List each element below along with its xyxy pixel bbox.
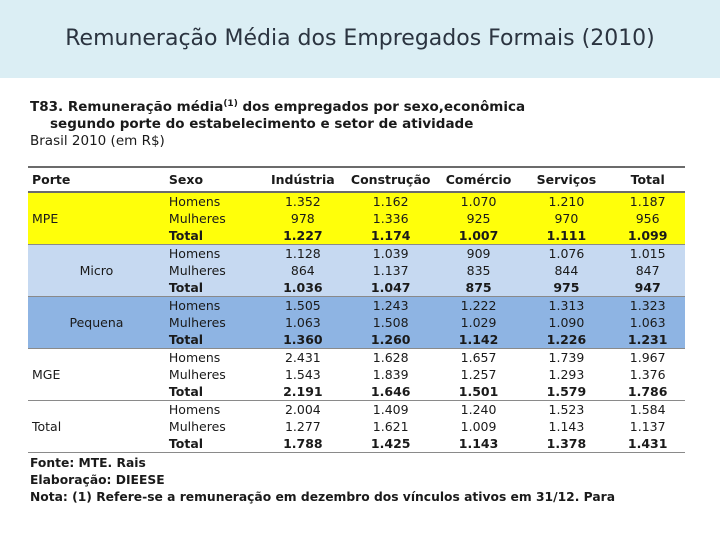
caption-line-1 [30, 96, 690, 116]
value-cell-construcao: 1.425 [347, 435, 435, 452]
value-cell-industria: 978 [259, 209, 347, 226]
sexo-cell: Mulheres [165, 366, 259, 383]
table-row [28, 244, 685, 261]
value-cell-construcao: 1.137 [347, 262, 435, 279]
table-row [28, 401, 685, 418]
value-cell-comercio: 1.657 [435, 349, 523, 366]
porte-cell: Micro [28, 244, 165, 296]
table-body [28, 192, 685, 453]
value-cell-total: 1.231 [610, 331, 685, 348]
porte-cell: MPE [28, 192, 165, 244]
value-cell-industria: 2.004 [259, 401, 347, 418]
value-cell-industria: 1.128 [259, 244, 347, 261]
table-row [28, 296, 685, 313]
value-cell-industria: 2.431 [259, 349, 347, 366]
value-cell-comercio: 925 [435, 209, 523, 226]
value-cell-construcao: 1.628 [347, 349, 435, 366]
value-cell-comercio: 835 [435, 262, 523, 279]
table-row [28, 192, 685, 209]
value-cell-industria: 1.543 [259, 366, 347, 383]
value-cell-comercio: 1.142 [435, 331, 523, 348]
value-cell-servicos: 1.143 [522, 418, 610, 435]
value-cell-servicos: 970 [522, 209, 610, 226]
col-header-total: Total [610, 167, 685, 192]
value-cell-comercio: 1.143 [435, 435, 523, 452]
col-header-sexo: Sexo [165, 167, 259, 192]
sexo-cell: Homens [165, 244, 259, 261]
caption-line-1-prefix: T83. Remuneração média [30, 99, 224, 115]
value-cell-total: 847 [610, 262, 685, 279]
value-cell-servicos: 1.226 [522, 331, 610, 348]
value-cell-comercio: 1.009 [435, 418, 523, 435]
value-cell-total: 1.431 [610, 435, 685, 452]
value-cell-comercio: 875 [435, 279, 523, 296]
caption-footnote-mark: (1) [223, 99, 238, 109]
value-cell-total: 1.099 [610, 227, 685, 244]
footer-nota: Nota: (1) Refere-se a remuneração em dezembro dos vínculos ativos em 31/12. Para [30, 490, 615, 504]
value-cell-servicos: 1.739 [522, 349, 610, 366]
value-cell-total: 1.187 [610, 192, 685, 209]
caption-line-2: segundo porte do estabelecimento e setor de atividade [50, 116, 474, 132]
value-cell-total: 1.015 [610, 244, 685, 261]
value-cell-comercio: 1.007 [435, 227, 523, 244]
value-cell-construcao: 1.621 [347, 418, 435, 435]
sexo-cell: Total [165, 279, 259, 296]
value-cell-servicos: 1.076 [522, 244, 610, 261]
value-cell-servicos: 1.523 [522, 401, 610, 418]
footer-fonte: Fonte: MTE. Rais [30, 456, 146, 470]
sexo-cell: Homens [165, 296, 259, 313]
value-cell-servicos: 1.579 [522, 383, 610, 400]
sexo-cell: Mulheres [165, 314, 259, 331]
value-cell-total: 1.376 [610, 366, 685, 383]
sexo-cell: Mulheres [165, 418, 259, 435]
value-cell-comercio: 909 [435, 244, 523, 261]
col-header-comercio: Comércio [435, 167, 523, 192]
value-cell-comercio: 1.501 [435, 383, 523, 400]
col-header-servicos: Serviços [522, 167, 610, 192]
table-row [28, 349, 685, 366]
value-cell-industria: 2.191 [259, 383, 347, 400]
value-cell-servicos: 844 [522, 262, 610, 279]
value-cell-construcao: 1.174 [347, 227, 435, 244]
sexo-cell: Mulheres [165, 209, 259, 226]
value-cell-construcao: 1.839 [347, 366, 435, 383]
value-cell-total: 1.137 [610, 418, 685, 435]
porte-cell: Pequena [28, 296, 165, 348]
value-cell-servicos: 975 [522, 279, 610, 296]
sexo-cell: Mulheres [165, 262, 259, 279]
value-cell-total: 1.786 [610, 383, 685, 400]
value-cell-construcao: 1.646 [347, 383, 435, 400]
sexo-cell: Total [165, 227, 259, 244]
table-header-row [28, 167, 685, 192]
porte-cell: Total [28, 401, 165, 453]
value-cell-comercio: 1.070 [435, 192, 523, 209]
footer-elaboracao: Elaboração: DIEESE [30, 473, 165, 487]
value-cell-comercio: 1.240 [435, 401, 523, 418]
value-cell-construcao: 1.243 [347, 296, 435, 313]
sexo-cell: Total [165, 331, 259, 348]
value-cell-servicos: 1.210 [522, 192, 610, 209]
value-cell-total: 1.967 [610, 349, 685, 366]
value-cell-servicos: 1.378 [522, 435, 610, 452]
value-cell-construcao: 1.162 [347, 192, 435, 209]
slide-title: Remuneração Média dos Empregados Formais (2010) [65, 26, 655, 51]
value-cell-total: 956 [610, 209, 685, 226]
value-cell-comercio: 1.222 [435, 296, 523, 313]
value-cell-industria: 1.036 [259, 279, 347, 296]
caption-line-3: Brasil 2010 (em R$) [30, 133, 165, 149]
value-cell-construcao: 1.336 [347, 209, 435, 226]
sexo-cell: Homens [165, 192, 259, 209]
value-cell-servicos: 1.313 [522, 296, 610, 313]
sexo-cell: Homens [165, 401, 259, 418]
value-cell-construcao: 1.260 [347, 331, 435, 348]
data-table-container [28, 166, 685, 453]
caption-line-1-suffix: dos empregados por sexo,econômica [237, 99, 526, 115]
value-cell-industria: 1.505 [259, 296, 347, 313]
value-cell-servicos: 1.090 [522, 314, 610, 331]
value-cell-total: 1.323 [610, 296, 685, 313]
value-cell-comercio: 1.257 [435, 366, 523, 383]
value-cell-servicos: 1.111 [522, 227, 610, 244]
sexo-cell: Total [165, 435, 259, 452]
value-cell-industria: 1.277 [259, 418, 347, 435]
value-cell-industria: 1.063 [259, 314, 347, 331]
sexo-cell: Homens [165, 349, 259, 366]
value-cell-servicos: 1.293 [522, 366, 610, 383]
table-footer [30, 455, 685, 506]
value-cell-comercio: 1.029 [435, 314, 523, 331]
value-cell-construcao: 1.508 [347, 314, 435, 331]
col-header-industria: Indústria [259, 167, 347, 192]
value-cell-industria: 1.227 [259, 227, 347, 244]
value-cell-industria: 1.788 [259, 435, 347, 452]
value-cell-construcao: 1.409 [347, 401, 435, 418]
value-cell-industria: 864 [259, 262, 347, 279]
value-cell-total: 1.584 [610, 401, 685, 418]
value-cell-industria: 1.352 [259, 192, 347, 209]
col-header-construcao: Construção [347, 167, 435, 192]
remuneration-table [28, 166, 685, 453]
table-caption [30, 96, 690, 150]
value-cell-construcao: 1.039 [347, 244, 435, 261]
value-cell-construcao: 1.047 [347, 279, 435, 296]
value-cell-total: 1.063 [610, 314, 685, 331]
value-cell-industria: 1.360 [259, 331, 347, 348]
value-cell-total: 947 [610, 279, 685, 296]
porte-cell: MGE [28, 349, 165, 401]
col-header-porte: Porte [28, 167, 165, 192]
sexo-cell: Total [165, 383, 259, 400]
